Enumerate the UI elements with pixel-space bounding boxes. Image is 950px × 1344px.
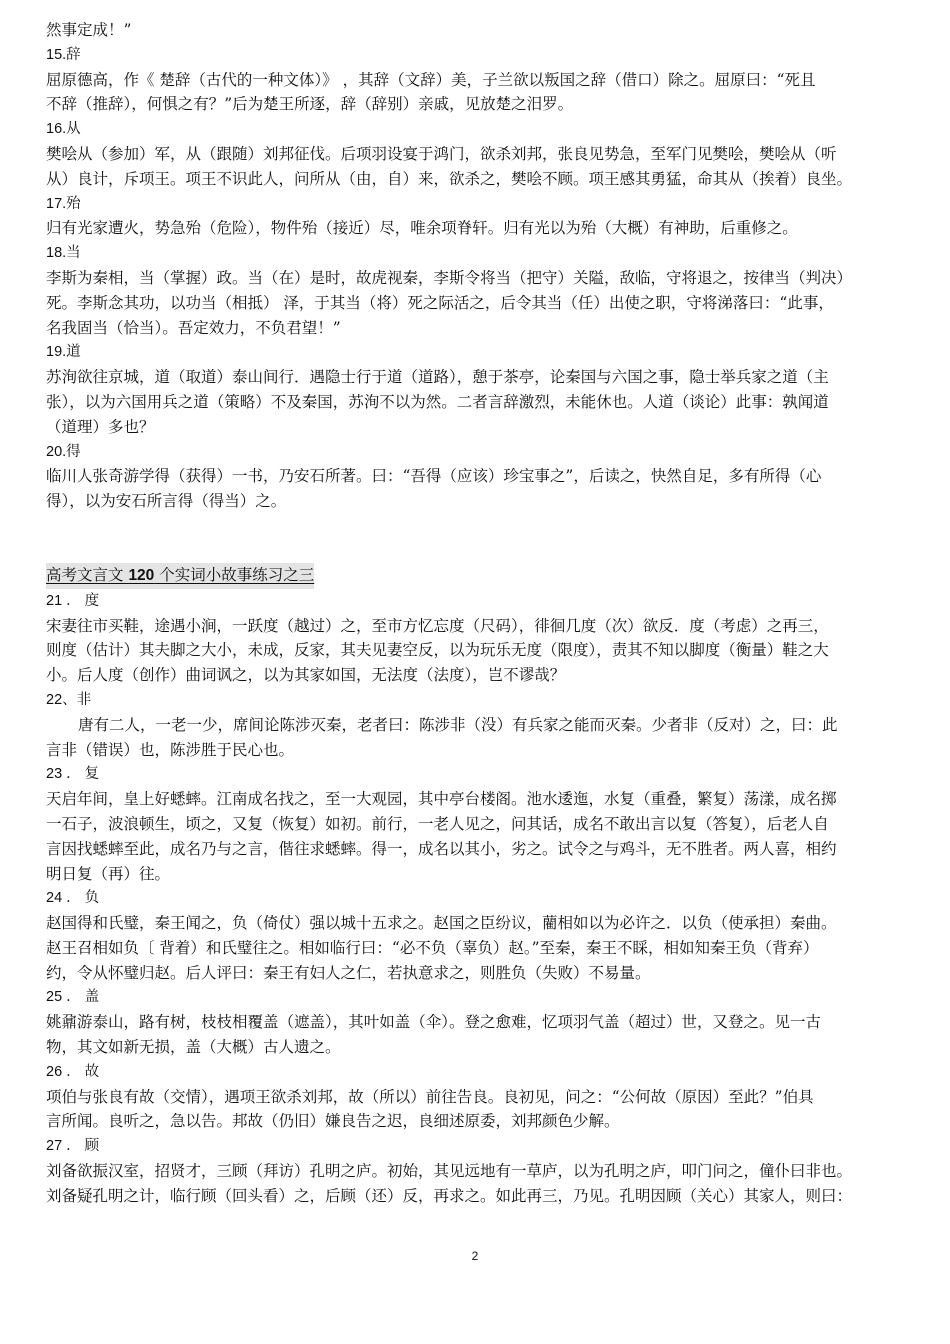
text-line: 一石子，波浪顿生，顷之，又复（恢复）如初。前行，一老人见之，问其话，成名不敢出言以复（答复），后老人自 — [46, 814, 829, 833]
text-line: 宋妻往市买鞋，途遇小涧，一跃度（越过）之，至市方忆忘度（尺码），徘徊几度（次）欲反．度（考虑）之再三， — [46, 616, 829, 635]
section-heading-text: 高考文言文 120 个实词小故事练习之三 — [46, 563, 314, 589]
text-line: （道理）多也？ — [46, 417, 155, 436]
text-line: 名我固当（恰当）。吾定效力，不负君望！” — [46, 318, 341, 337]
entry-heading: 26 ． 故 — [46, 1063, 100, 1080]
text-line: 唐有二人，一老一少，席间论陈涉灭秦，老者曰：陈涉非（没）有兵家之能而灭秦。少者非（反对）之，曰：此 — [78, 715, 838, 734]
entry-heading: 25 ． 盖 — [46, 989, 100, 1006]
text-line: 不辞（推辞），何惧之有？”后为楚王所逐，辞（辞别）亲戚，见放楚之汨罗。 — [46, 95, 574, 114]
section-previous-entries — [46, 18, 912, 514]
text-line: 言非（错误）也，陈涉胜于民心也。 — [46, 740, 295, 759]
text-line: 死。李斯念其功，以功当（相抵） 泽，于其当（将）死之际活之，后令其当（任）出使之职，守将涕落曰：“此事， — [46, 293, 834, 312]
entry-heading: 17.殆 — [46, 195, 81, 212]
text-line: 刘备欲振汉室，招贤才，三顾（拜访）孔明之庐。初始，其见远地有一草庐，以为孔明之庐，叩门问之，僮仆曰非也。 — [46, 1162, 853, 1181]
entry-heading: 15.辞 — [46, 46, 81, 63]
entry-heading: 20.得 — [46, 443, 81, 460]
text-line: 姚鼐游泰山，路有树，枝枝相覆盖（遮盖），其叶如盖（伞）。登之愈难，忆项羽气盖（超过）世，又登之。见一古 — [46, 1013, 822, 1032]
text-line: 从）良计，斥项王。项王不识此人，问所从（由，自）来，欲杀之，樊哙不顾。项王感其勇猛，命其从（挨着）良坐。 — [46, 169, 853, 188]
text-line: 临川人张奇游学得（获得）一书，乃安石所著。曰：“吾得（应该）珍宝事之”，后读之，快然自足，多有所得（心 — [46, 467, 822, 486]
text-line: 则度（估计）其夫脚之大小，未成，反家，其夫见妻空反，以为玩乐无度（限度），责其不知以脚度（衡量）鞋之大 — [46, 641, 829, 660]
text-line: 明日复（再）往。 — [46, 864, 171, 883]
text-line: 言所闻。良听之，急以告。邦故（仍旧）嫌良告之迟，良细述原委，刘邦颜色少解。 — [46, 1112, 620, 1131]
entry-heading: 22、非 — [46, 691, 92, 708]
text-line: 归有光家遭火，势急殆（危险），物件殆（接近）尽，唯余项脊轩。归有光以为殆（大概）有神助，后重修之。 — [46, 219, 798, 238]
text-line: 张），以为六国用兵之道（策略）不及秦国，苏洵不以为然。二者言辞激烈，未能休也。人道（谈论）此事：孰闻道 — [46, 392, 829, 411]
page-number: 2 — [471, 1249, 479, 1263]
entry-heading: 24 ． 负 — [46, 890, 100, 907]
text-line: 得），以为安石所言得（得当）之。 — [46, 492, 287, 511]
entry-heading: 18.当 — [46, 245, 81, 262]
text-line: 言因找蟋蟀至此，成名乃与之言，偕往求蟋蟀。得一，成名以其小，劣之。试令之与鸡斗，无不胜者。两人喜，相约 — [46, 839, 837, 858]
section-exercise-three — [46, 589, 912, 1209]
entry-heading: 19.道 — [46, 344, 81, 361]
text-line: 赵王召相如负〔 背着）和氏璧往之。相如临行曰：“必不负（辜负）赵。”至秦，秦王不睬，相如知秦王负（背弃） — [46, 938, 819, 957]
text-line: 赵国得和氏璧，秦王闻之，负（倚仗）强以城十五求之。赵国之臣纷议，藺相如以为必许之．以负（使承担）秦曲。 — [46, 914, 837, 933]
section-gap — [46, 514, 912, 563]
entry-heading: 27 ． 顾 — [46, 1138, 100, 1155]
text-line: 苏洵欲往京城，道（取道）泰山间行．遇隐士行于道（道路），憩于茶亭，论秦国与六国之事，隐士举兵家之道（主 — [46, 368, 829, 387]
text-line: 刘备疑孔明之计，临行顾（回头看）之，后顾（还）反，再求之。如此再三，乃见。孔明因顾（关心）其家人，则曰： — [46, 1186, 853, 1205]
text-line: 天启年间，皇上好蟋蟀。江南成名找之，至一大观园，其中亭台楼阁。池水逶迤，水复（重叠，繁复）荡漾，成名掷 — [46, 790, 837, 809]
text-line: 李斯为秦相，当（掌握）政。当（在）是时，故虎视秦，李斯令将当（把守）关隘，敌临，守将退之，按律当（判决） — [46, 268, 853, 287]
section-heading — [46, 563, 912, 589]
text-line: 小。后人度（创作）曲词讽之，以为其家如国，无法度（法度），岂不谬哉？ — [46, 666, 566, 685]
entry-heading: 16.从 — [46, 121, 81, 138]
text-line: 项伯与张良有故（交情），遇项王欲杀刘邦，故（所以）前往告良。良初见，问之：“公何故（原因）至此？”伯具 — [46, 1087, 814, 1106]
text-line: 约，令从怀璧归赵。后人评曰：秦王有妇人之仁，若执意求之，则胜负（失败）不易量。 — [46, 963, 651, 982]
entry-heading: 21 ． 度 — [46, 592, 100, 609]
text-line: 屈原德高，作《 楚辞（古代的一种文体）》 ，其辞（文辞）美，子兰欲以叛国之辞（借口）除之。屈原曰：“死且 — [46, 70, 816, 89]
document-page — [46, 18, 912, 1209]
entry-heading: 23 ． 复 — [46, 766, 100, 783]
text-line: 物，其文如新无损，盖（大概）古人遗之。 — [46, 1038, 341, 1057]
text-line: 樊哙从（参加）军，从（跟随）刘邦征伐。后项羽设宴于鸿门，欲杀刘邦，张良见势急，至军门见樊哙，樊哙从（听 — [46, 144, 837, 163]
text-line: 然事定成！” — [46, 21, 132, 39]
